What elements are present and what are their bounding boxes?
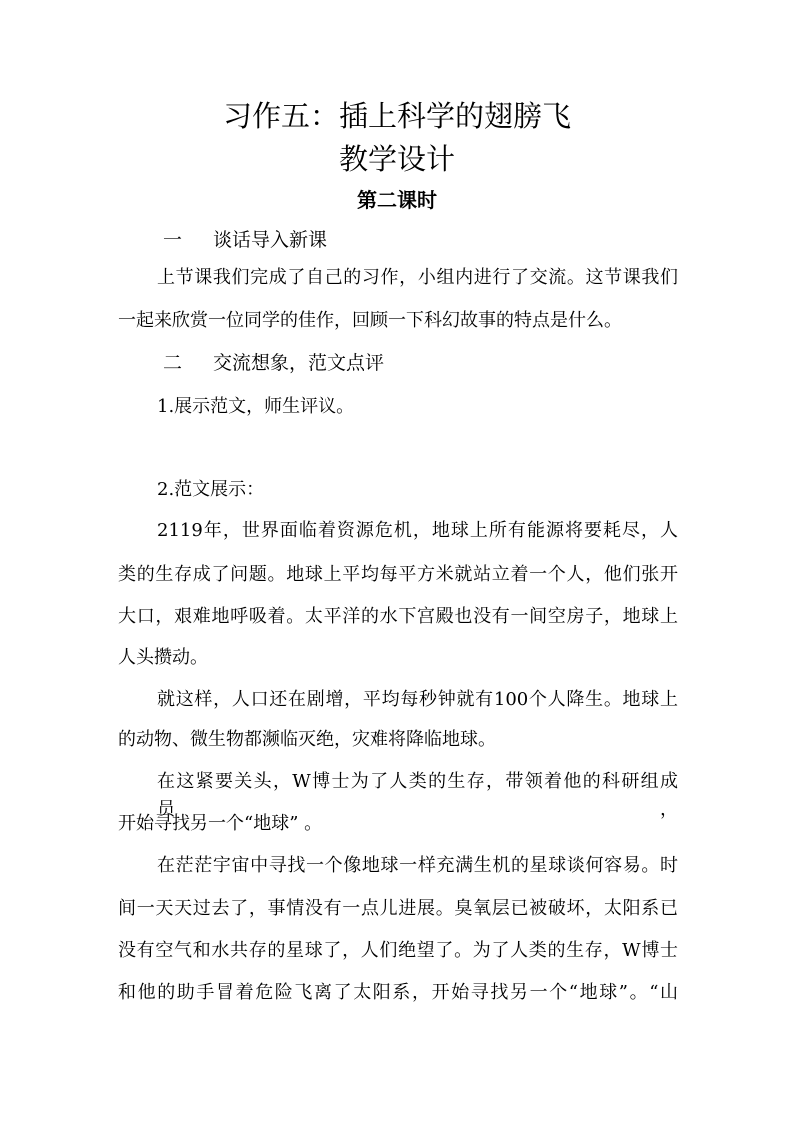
paragraph-line: 人头攒动。 <box>118 647 208 668</box>
section-heading-1 <box>163 226 327 254</box>
paragraph-line: 和他的助手冒着危险飞离了太阳系，开始寻找另一个“地球”。“山 <box>118 982 678 1003</box>
paragraph-line: 2119年，世界面临着资源危机，地球上所有能源将要耗尽，人 <box>157 520 678 541</box>
paragraph-line: 上节课我们完成了自己的习作，小组内进行了交流。这节课我们 <box>157 267 678 288</box>
paragraph-line: 开始寻找另一个“地球” 。 <box>118 813 323 834</box>
section-number-1: 一 <box>163 229 183 251</box>
section-title-2: 交流想象，范文点评 <box>213 352 385 374</box>
section-title-1: 谈话导入新课 <box>213 229 328 251</box>
paragraph-line: 的动物、微生物都濒临灭绝，灾难将降临地球。 <box>118 729 496 750</box>
paragraph-line: 间一天天过去了，事情没有一点儿进展。臭氧层已被破坏，太阳系已 <box>118 898 678 919</box>
paragraph-line: 一起来欣赏一位同学的佳作，回顾一下科幻故事的特点是什么。 <box>118 310 622 331</box>
list-item: 2.范文展示： <box>157 479 265 500</box>
paragraph-line: 没有空气和水共存的星球了，人们绝望了。为了人类的生存，W博士 <box>118 940 678 961</box>
paragraph-line: 大口，艰难地呼吸着。太平洋的水下宫殿也没有一间空房子，地球上 <box>118 606 678 627</box>
paragraph-line: 在这紧要关头，W博士为了人类的生存，带领着他的科研组成员， <box>157 771 678 820</box>
paragraph-line: 类的生存成了问题。地球上平均每平方米就站立着一个人，他们张开 <box>118 564 678 585</box>
document-subtitle: 教学设计 <box>338 142 455 176</box>
list-item: 1.展示范文，师生评议。 <box>157 396 355 417</box>
section-number-2: 二 <box>163 352 183 374</box>
section-heading-2 <box>163 349 384 377</box>
document-title: 习作五：插上科学的翅膀飞 <box>222 99 571 133</box>
lesson-label: 第二课时 <box>357 188 437 212</box>
paragraph-line: 在茫茫宇宙中寻找一个像地球一样充满生机的星球谈何容易。时 <box>157 855 678 876</box>
paragraph-line: 就这样，人口还在剧增，平均每秒钟就有100个人降生。地球上 <box>157 689 678 710</box>
